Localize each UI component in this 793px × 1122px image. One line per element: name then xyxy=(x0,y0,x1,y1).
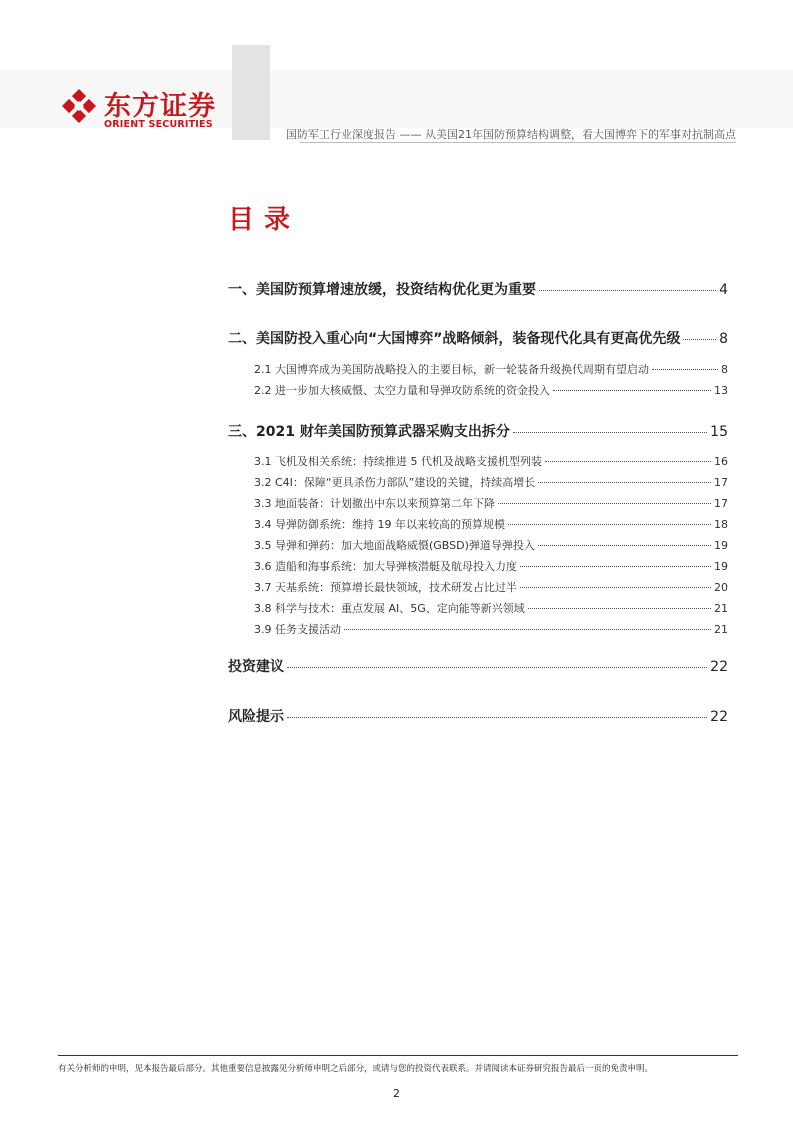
toc-entry-title: 2.1 大国博弈成为美国防战略投入的主要目标，新一轮装备升级换代周期有望启动 xyxy=(254,363,649,376)
toc-entry-section-2[interactable] xyxy=(228,328,728,348)
toc-entry-risk-warning[interactable] xyxy=(228,706,728,726)
leader-dots xyxy=(545,461,711,462)
toc-entry-page: 22 xyxy=(710,709,728,725)
report-subtitle: 国防军工行业深度报告 —— 从美国21年国防预算结构调整，看大国博弈下的军事对抗制高点 xyxy=(286,128,736,141)
toc-entry-title: 2.2 进一步加大核威慑、太空力量和导弹攻防系统的资金投入 xyxy=(254,384,550,397)
toc-entry-title: 3.9 任务支援活动 xyxy=(254,623,341,636)
toc-entry-3-4[interactable] xyxy=(254,516,728,532)
toc-entry-page: 18 xyxy=(714,518,728,531)
toc-entry-title: 二、美国防投入重心向“大国博弈”战略倾斜，装备现代化具有更高优先级 xyxy=(228,331,681,347)
toc-entry-title: 3.6 造船和海事系统：加大导弹核潜艇及航母投入力度 xyxy=(254,560,517,573)
footer-disclaimer: 有关分析师的申明，见本报告最后部分。其他重要信息披露见分析师申明之后部分，或请与您的投资代表联系。并请阅读本证券研究报告最后一页的免责申明。 xyxy=(58,1064,654,1074)
toc-entry-title: 3.5 导弹和弹药：加大地面战略威慑(GBSD)弹道导弹投入 xyxy=(254,539,535,552)
footer-divider xyxy=(58,1055,738,1056)
toc-entry-section-3[interactable] xyxy=(228,421,728,441)
leader-dots xyxy=(287,717,707,718)
toc-entry-3-9[interactable] xyxy=(254,621,728,637)
toc-entry-3-3[interactable] xyxy=(254,495,728,511)
toc-entry-3-2[interactable] xyxy=(254,474,728,490)
toc-entry-title: 投资建议 xyxy=(228,659,284,675)
leader-dots xyxy=(652,369,718,370)
toc-entry-page: 8 xyxy=(719,331,728,347)
leader-dots xyxy=(513,432,707,433)
toc-entry-title: 3.8 科学与技术：重点发展 AI、5G、定向能等新兴领域 xyxy=(254,602,525,615)
toc-entry-2-1[interactable] xyxy=(254,361,728,377)
toc-entry-title: 3.2 C4I：保障“更具杀伤力部队”建设的关键，持续高增长 xyxy=(254,476,536,489)
toc-entry-investment-advice[interactable] xyxy=(228,656,728,676)
leader-dots xyxy=(287,667,707,668)
toc-entry-page: 19 xyxy=(714,560,728,573)
toc-entry-title: 风险提示 xyxy=(228,709,284,725)
toc-entry-page: 20 xyxy=(714,581,728,594)
toc-entry-page: 8 xyxy=(721,363,728,376)
leader-dots xyxy=(508,524,711,525)
toc-entry-page: 21 xyxy=(714,602,728,615)
leader-dots xyxy=(538,482,711,483)
toc-entry-section-1[interactable] xyxy=(228,279,728,299)
header-stripe xyxy=(232,45,270,140)
toc-entry-title: 3.4 导弹防御系统：维持 19 年以来较高的预算规模 xyxy=(254,518,505,531)
logo-english-name: ORIENT SECURITIES xyxy=(104,119,213,130)
leader-dots xyxy=(520,566,711,567)
toc-entry-3-6[interactable] xyxy=(254,558,728,574)
leader-dots xyxy=(553,390,711,391)
leader-dots xyxy=(520,587,711,588)
toc-title: 目录 xyxy=(228,205,301,235)
toc-entry-page: 19 xyxy=(714,539,728,552)
logo-chinese-name: 东方证券 xyxy=(104,91,216,122)
toc-entry-page: 15 xyxy=(710,424,728,440)
toc-entry-2-2[interactable] xyxy=(254,382,728,398)
toc-entry-3-1[interactable] xyxy=(254,453,728,469)
header-divider xyxy=(300,142,736,143)
toc-entry-page: 17 xyxy=(714,476,728,489)
toc-entry-page: 21 xyxy=(714,623,728,636)
toc-entry-page: 13 xyxy=(714,384,728,397)
toc-entry-title: 3.7 天基系统：预算增长最快领域，技术研发占比过半 xyxy=(254,581,517,594)
leader-dots xyxy=(528,608,711,609)
toc-entry-page: 17 xyxy=(714,497,728,510)
leader-dots xyxy=(538,545,711,546)
toc-entry-page: 22 xyxy=(710,659,728,675)
orient-logo-icon xyxy=(60,87,98,125)
toc-entry-title: 三、2021 财年美国防预算武器采购支出拆分 xyxy=(228,424,510,440)
toc-entry-3-5[interactable] xyxy=(254,537,728,553)
toc-entry-title: 3.3 地面装备：计划撤出中东以来预算第二年下降 xyxy=(254,497,495,510)
leader-dots xyxy=(498,503,711,504)
toc-entry-title: 3.1 飞机及相关系统：持续推进 5 代机及战略支援机型列装 xyxy=(254,455,542,468)
toc-entry-title: 一、美国防预算增速放缓，投资结构优化更为重要 xyxy=(228,282,536,298)
toc-entry-page: 16 xyxy=(714,455,728,468)
toc-entry-page: 4 xyxy=(719,282,728,298)
leader-dots xyxy=(344,629,711,630)
toc-entry-3-8[interactable] xyxy=(254,600,728,616)
toc-entry-3-7[interactable] xyxy=(254,579,728,595)
leader-dots xyxy=(539,290,716,291)
page-number: 2 xyxy=(393,1087,400,1100)
leader-dots xyxy=(683,339,716,340)
